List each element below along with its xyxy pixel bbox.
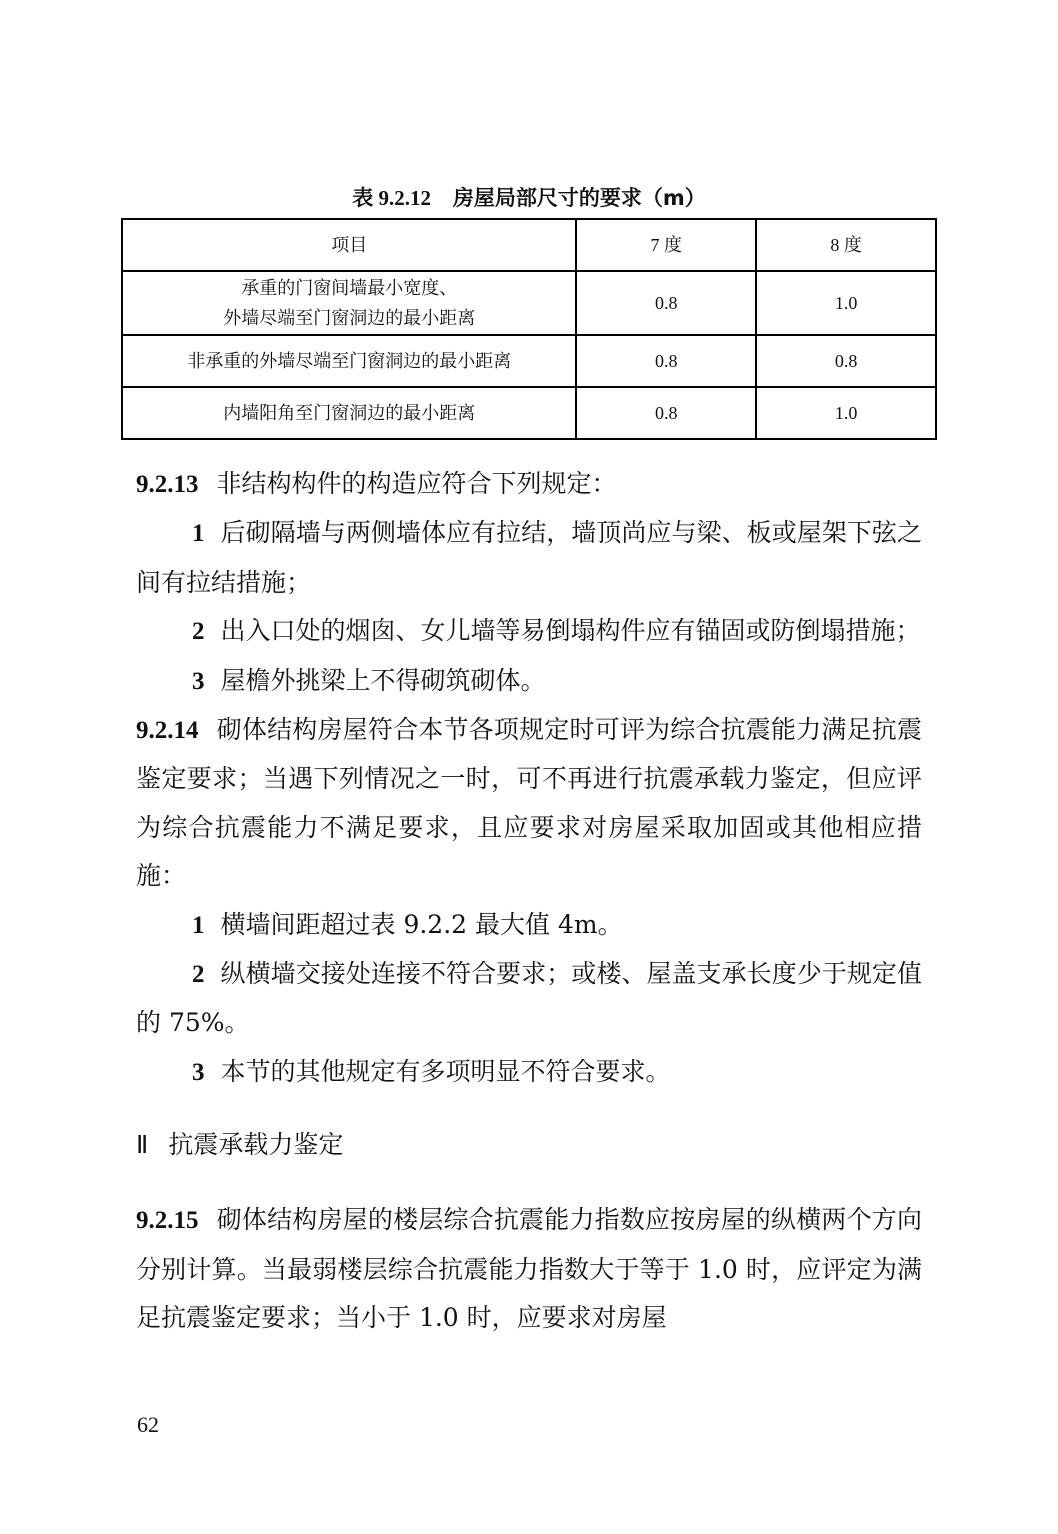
clause-text: 非结构构件的构造应符合下列规定： xyxy=(216,469,617,498)
row-item-line: 承重的门窗间墙最小宽度、 xyxy=(241,278,458,298)
item-number: 2 xyxy=(192,961,205,989)
table-caption xyxy=(0,182,1058,212)
row-value-7: 0.8 xyxy=(576,335,756,387)
list-item xyxy=(136,950,922,1048)
row-value-8: 1.0 xyxy=(756,387,936,439)
clause-number: 9.2.14 xyxy=(136,717,199,745)
section-title: 抗震承载力鉴定 xyxy=(168,1130,344,1160)
item-text: 纵横墙交接处连接不符合要求；或楼、屋盖支承长度少于规定值的 75%。 xyxy=(136,959,922,1038)
header-7-degree: 7 度 xyxy=(576,219,756,271)
section-heading xyxy=(136,1121,922,1170)
item-text: 出入口处的烟囱、女儿墙等易倒塌构件应有锚固或防倒塌措施； xyxy=(220,616,921,646)
row-value-7: 0.8 xyxy=(576,387,756,439)
list-item xyxy=(136,1048,922,1097)
item-number: 1 xyxy=(192,911,205,939)
item-text: 后砌隔墙与两侧墙体应有拉结，墙顶尚应与梁、板或屋架下弦之间有拉结措施； xyxy=(136,518,922,597)
header-item: 项目 xyxy=(122,219,576,271)
clause-9-2-13 xyxy=(136,460,922,509)
row-value-8: 0.8 xyxy=(756,335,936,387)
section-roman-numeral: Ⅱ xyxy=(136,1132,149,1160)
table-row xyxy=(122,335,936,387)
clause-number: 9.2.15 xyxy=(136,1207,199,1235)
list-item xyxy=(136,657,922,706)
clause-number: 9.2.13 xyxy=(136,471,199,498)
list-item xyxy=(136,901,922,950)
item-text: 本节的其他规定有多项明显不符合要求。 xyxy=(220,1056,671,1086)
body-text xyxy=(136,460,922,1343)
header-8-degree: 8 度 xyxy=(756,219,936,271)
clause-text: 砌体结构房屋符合本节各项规定时可评为综合抗震能力满足抗震鉴定要求；当遇下列情况之一时，可不再进行抗震承载力鉴定，但应评为综合抗震能力不满足要求，且应要求对房屋采取加固或其他相应措施： xyxy=(136,715,922,891)
item-number: 3 xyxy=(192,1058,205,1086)
row-value-7: 0.8 xyxy=(576,271,756,335)
list-item xyxy=(136,607,922,656)
page-number: 62 xyxy=(137,1412,159,1437)
row-item-line: 外墙尽端至门窗洞边的最小距离 xyxy=(223,308,476,328)
table-caption-title: 房屋局部尺寸的要求（m） xyxy=(452,186,706,210)
item-number: 3 xyxy=(192,667,205,695)
clause-9-2-15 xyxy=(136,1196,922,1342)
row-item-cell xyxy=(122,271,576,335)
clause-9-2-14 xyxy=(136,706,922,901)
clause-text: 砌体结构房屋的楼层综合抗震能力指数应按房屋的纵横两个方向分别计算。当最弱楼层综合抗震能力指数大于等于 1.0 时，应评定为满足抗震鉴定要求；当小于 1.0 时，应要求对房屋 xyxy=(136,1205,922,1333)
item-number: 2 xyxy=(192,618,205,646)
row-item-cell: 内墙阳角至门窗洞边的最小距离 xyxy=(122,387,576,439)
table-header-row xyxy=(122,219,936,271)
row-item-cell: 非承重的外墙尽端至门窗洞边的最小距离 xyxy=(122,335,576,387)
list-item xyxy=(136,509,922,607)
table-row xyxy=(122,387,936,439)
item-text: 横墙间距超过表 9.2.2 最大值 4m。 xyxy=(220,909,623,939)
item-number: 1 xyxy=(192,520,205,548)
requirements-table xyxy=(121,218,937,440)
table-row xyxy=(122,271,936,335)
item-text: 屋檐外挑梁上不得砌筑砌体。 xyxy=(220,665,546,695)
table-caption-number: 表 9.2.12 xyxy=(352,186,431,210)
row-value-8: 1.0 xyxy=(756,271,936,335)
